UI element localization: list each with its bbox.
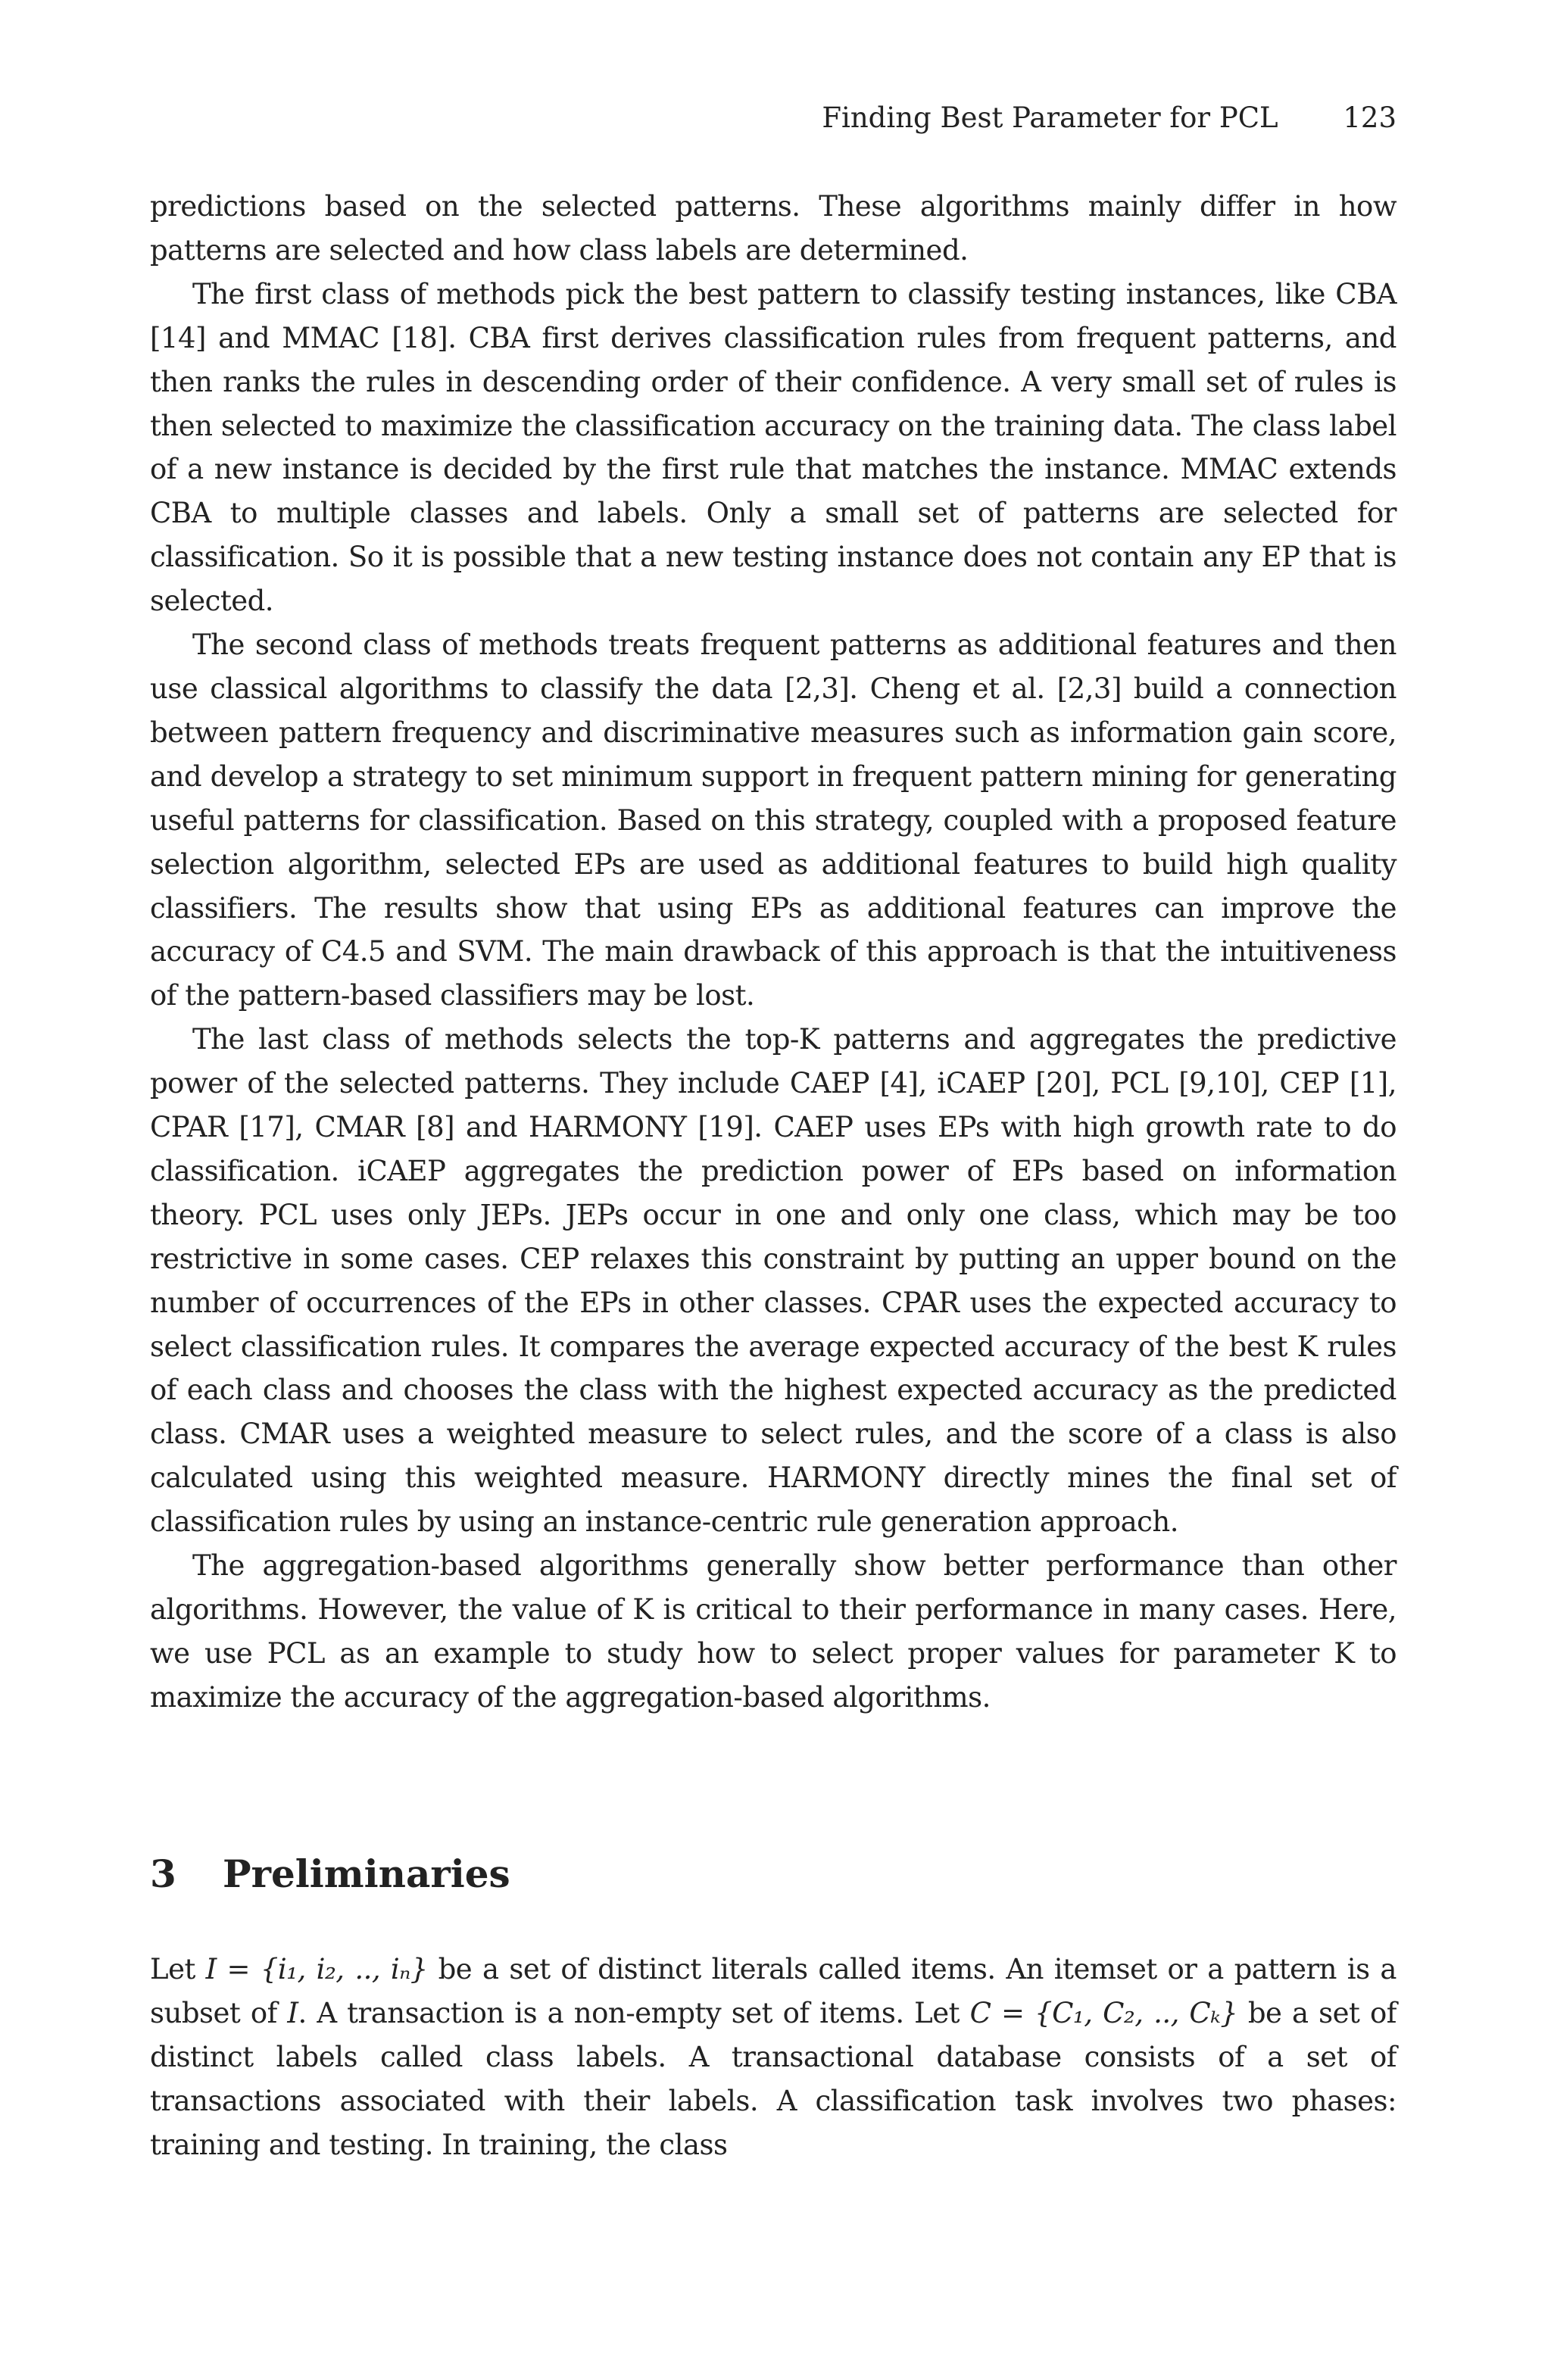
text-run: . A transaction is a non-empty set of items. Let xyxy=(298,1996,970,2029)
math-class-set: C = {C₁, C₂, .., Cₖ} xyxy=(969,1996,1238,2029)
body-text xyxy=(150,185,1397,1720)
section-number: 3 xyxy=(150,1851,176,1896)
paragraph-aggregation: The aggregation-based algorithms generally show better performance than other algorithms. However, the value of K is critical to their performance in many cases. Here, we use PCL as an example to study how to select proper values for parameter K to maximize the accuracy of the aggregation-based algorithms. xyxy=(150,1549,1397,1714)
text-run: Let xyxy=(150,1953,206,1985)
paragraph-second-class: The second class of methods treats frequent patterns as additional features and then use classical algorithms to classify the data [2,3]. Cheng et al. [2,3] build a connection between pattern frequency and discriminative measures such as information gain score, and develop a strategy to set minimum support in frequent pattern mining for generating useful patterns for classification. Based on this strategy, coupled with a proposed feature selection algorithm, selected EPs are used as additional features to build high quality classifiers. The results show that using EPs as additional features can improve the accuracy of C4.5 and SVM. The main drawback of this approach is that the intuitiveness of the pattern-based classifiers may be lost. xyxy=(150,629,1397,1012)
paragraph-last-class: The last class of methods selects the top-K patterns and aggregates the predictive power of the selected patterns. They include CAEP [4], iCAEP [20], PCL [9,10], CEP [1], CPAR [17], CMAR [8] and HARMONY [19]. CAEP uses EPs with high growth rate to do classification. iCAEP aggregates the prediction power of EPs based on information theory. PCL uses only JEPs. JEPs occur in one and only one class, which may be too restrictive in some cases. CEP relaxes this constraint by putting an upper bound on the number of occurrences of the EPs in other classes. CPAR uses the expected accuracy to select classification rules. It compares the average expected accuracy of the best K rules of each class and chooses the class with the highest expected accuracy as the predicted class. CMAR uses a weighted measure to select rules, and the score of a class is also calculated using this weighted measure. HARMONY directly mines the final set of classification rules by using an instance-centric rule generation approach. xyxy=(150,1023,1397,1539)
paragraph-preliminaries xyxy=(150,1948,1397,2167)
section-body xyxy=(150,1948,1397,2167)
paragraph-first-class: The first class of methods pick the best pattern to classify testing instances, like CBA [14] and MMAC [18]. CBA first derives classification rules from frequent patterns, and then ranks the rules in descending order of their confidence. A very small set of rules is then selected to maximize the classification accuracy on the training data. The class label of a new instance is decided by the first rule that matches the instance. MMAC extends CBA to multiple classes and labels. Only a small set of patterns are selected for classification. So it is possible that a new testing instance does not contain any EP that is selected. xyxy=(150,277,1397,618)
text-run: be a set of distinct labels called class labels. A transactional database consists of a set of transactions associated with their labels. A classification task involves two phases: training and testing. In training, the class xyxy=(150,1996,1397,2161)
section-heading xyxy=(150,1851,510,1897)
running-title: Finding Best Parameter for PCL xyxy=(822,101,1278,134)
math-symbol-i: I xyxy=(287,1996,298,2029)
text-run: be a set of distinct literals called items. An itemset or a pattern is a subset of xyxy=(150,1953,1397,2029)
paragraph-continuation: predictions based on the selected patterns. These algorithms mainly differ in how patterns are selected and how class labels are determined. xyxy=(150,190,1397,267)
math-item-set: I = {i₁, i₂, .., iₙ} xyxy=(205,1953,428,1985)
running-head xyxy=(148,97,1397,139)
section-title: Preliminaries xyxy=(223,1851,510,1896)
page-number: 123 xyxy=(1343,101,1397,134)
